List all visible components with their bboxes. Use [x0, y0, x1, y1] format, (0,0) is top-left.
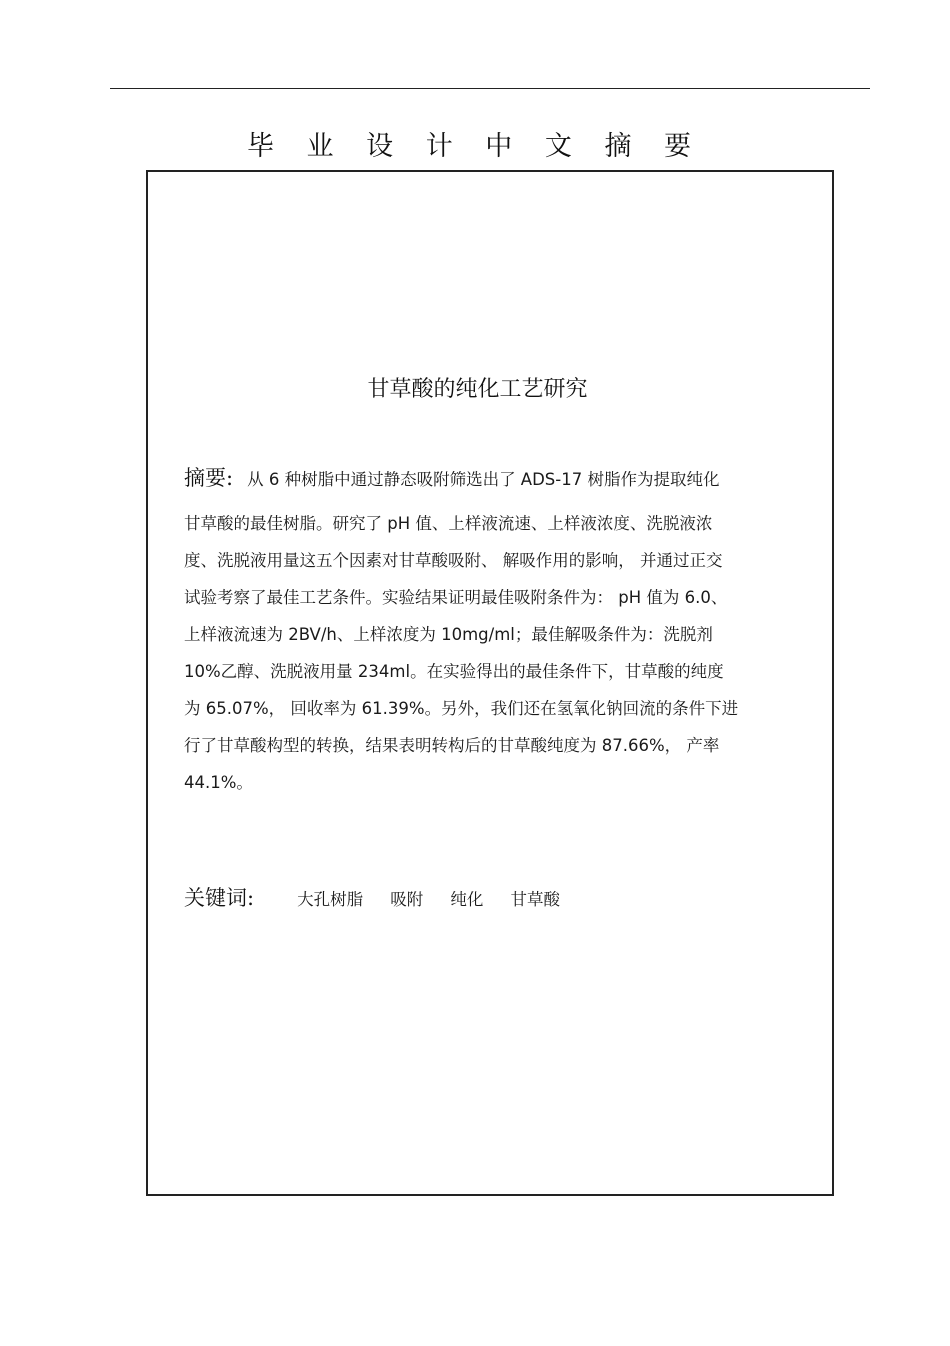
keyword: 纯化: [450, 890, 484, 909]
header-rule: [110, 88, 870, 89]
abstract-line: 行了甘草酸构型的转换，结果表明转构后的甘草酸纯度为 87.66%， 产率: [184, 736, 720, 755]
abstract-line: 甘草酸的最佳树脂。研究了 pH 值、上样液流速、上样液浓度、洗脱液浓: [184, 514, 713, 533]
keyword: 大孔树脂: [297, 890, 364, 909]
abstract-line: 上样液流速为 2BV/h、上样浓度为 10mg/ml；最佳解吸条件为：洗脱剂: [184, 625, 713, 644]
abstract-line: [184, 458, 796, 500]
keyword: 甘草酸: [510, 890, 560, 909]
abstract-line: 44.1%。: [184, 773, 253, 792]
thesis-title: 甘草酸的纯化工艺研究: [367, 377, 588, 402]
keyword: 吸附: [390, 890, 424, 909]
abstract-line: 度、洗脱液用量这五个因素对甘草酸吸附、 解吸作用的影响， 并通过正交: [184, 551, 723, 570]
abstract-line: 试验考察了最佳工艺条件。实验结果证明最佳吸附条件为： pH 值为 6.0、: [184, 588, 728, 607]
abstract-line: 为 65.07%， 回收率为 61.39%。另外，我们还在氢氧化钠回流的条件下进: [184, 699, 739, 718]
keywords-section: [184, 882, 796, 912]
abstract-line: 10%乙醇、洗脱液用量 234ml。在实验得出的最佳条件下，甘草酸的纯度: [184, 662, 724, 681]
page-heading: 毕 业 设 计 中 文 摘 要: [246, 131, 704, 162]
keywords-label: 关键词:: [184, 886, 255, 910]
abstract-section: [184, 458, 796, 801]
abstract-label: 摘要:: [184, 466, 234, 490]
abstract-text: 从 6 种树脂中通过静态吸附筛选出了 ADS-17 树脂作为提取纯化: [247, 470, 720, 489]
